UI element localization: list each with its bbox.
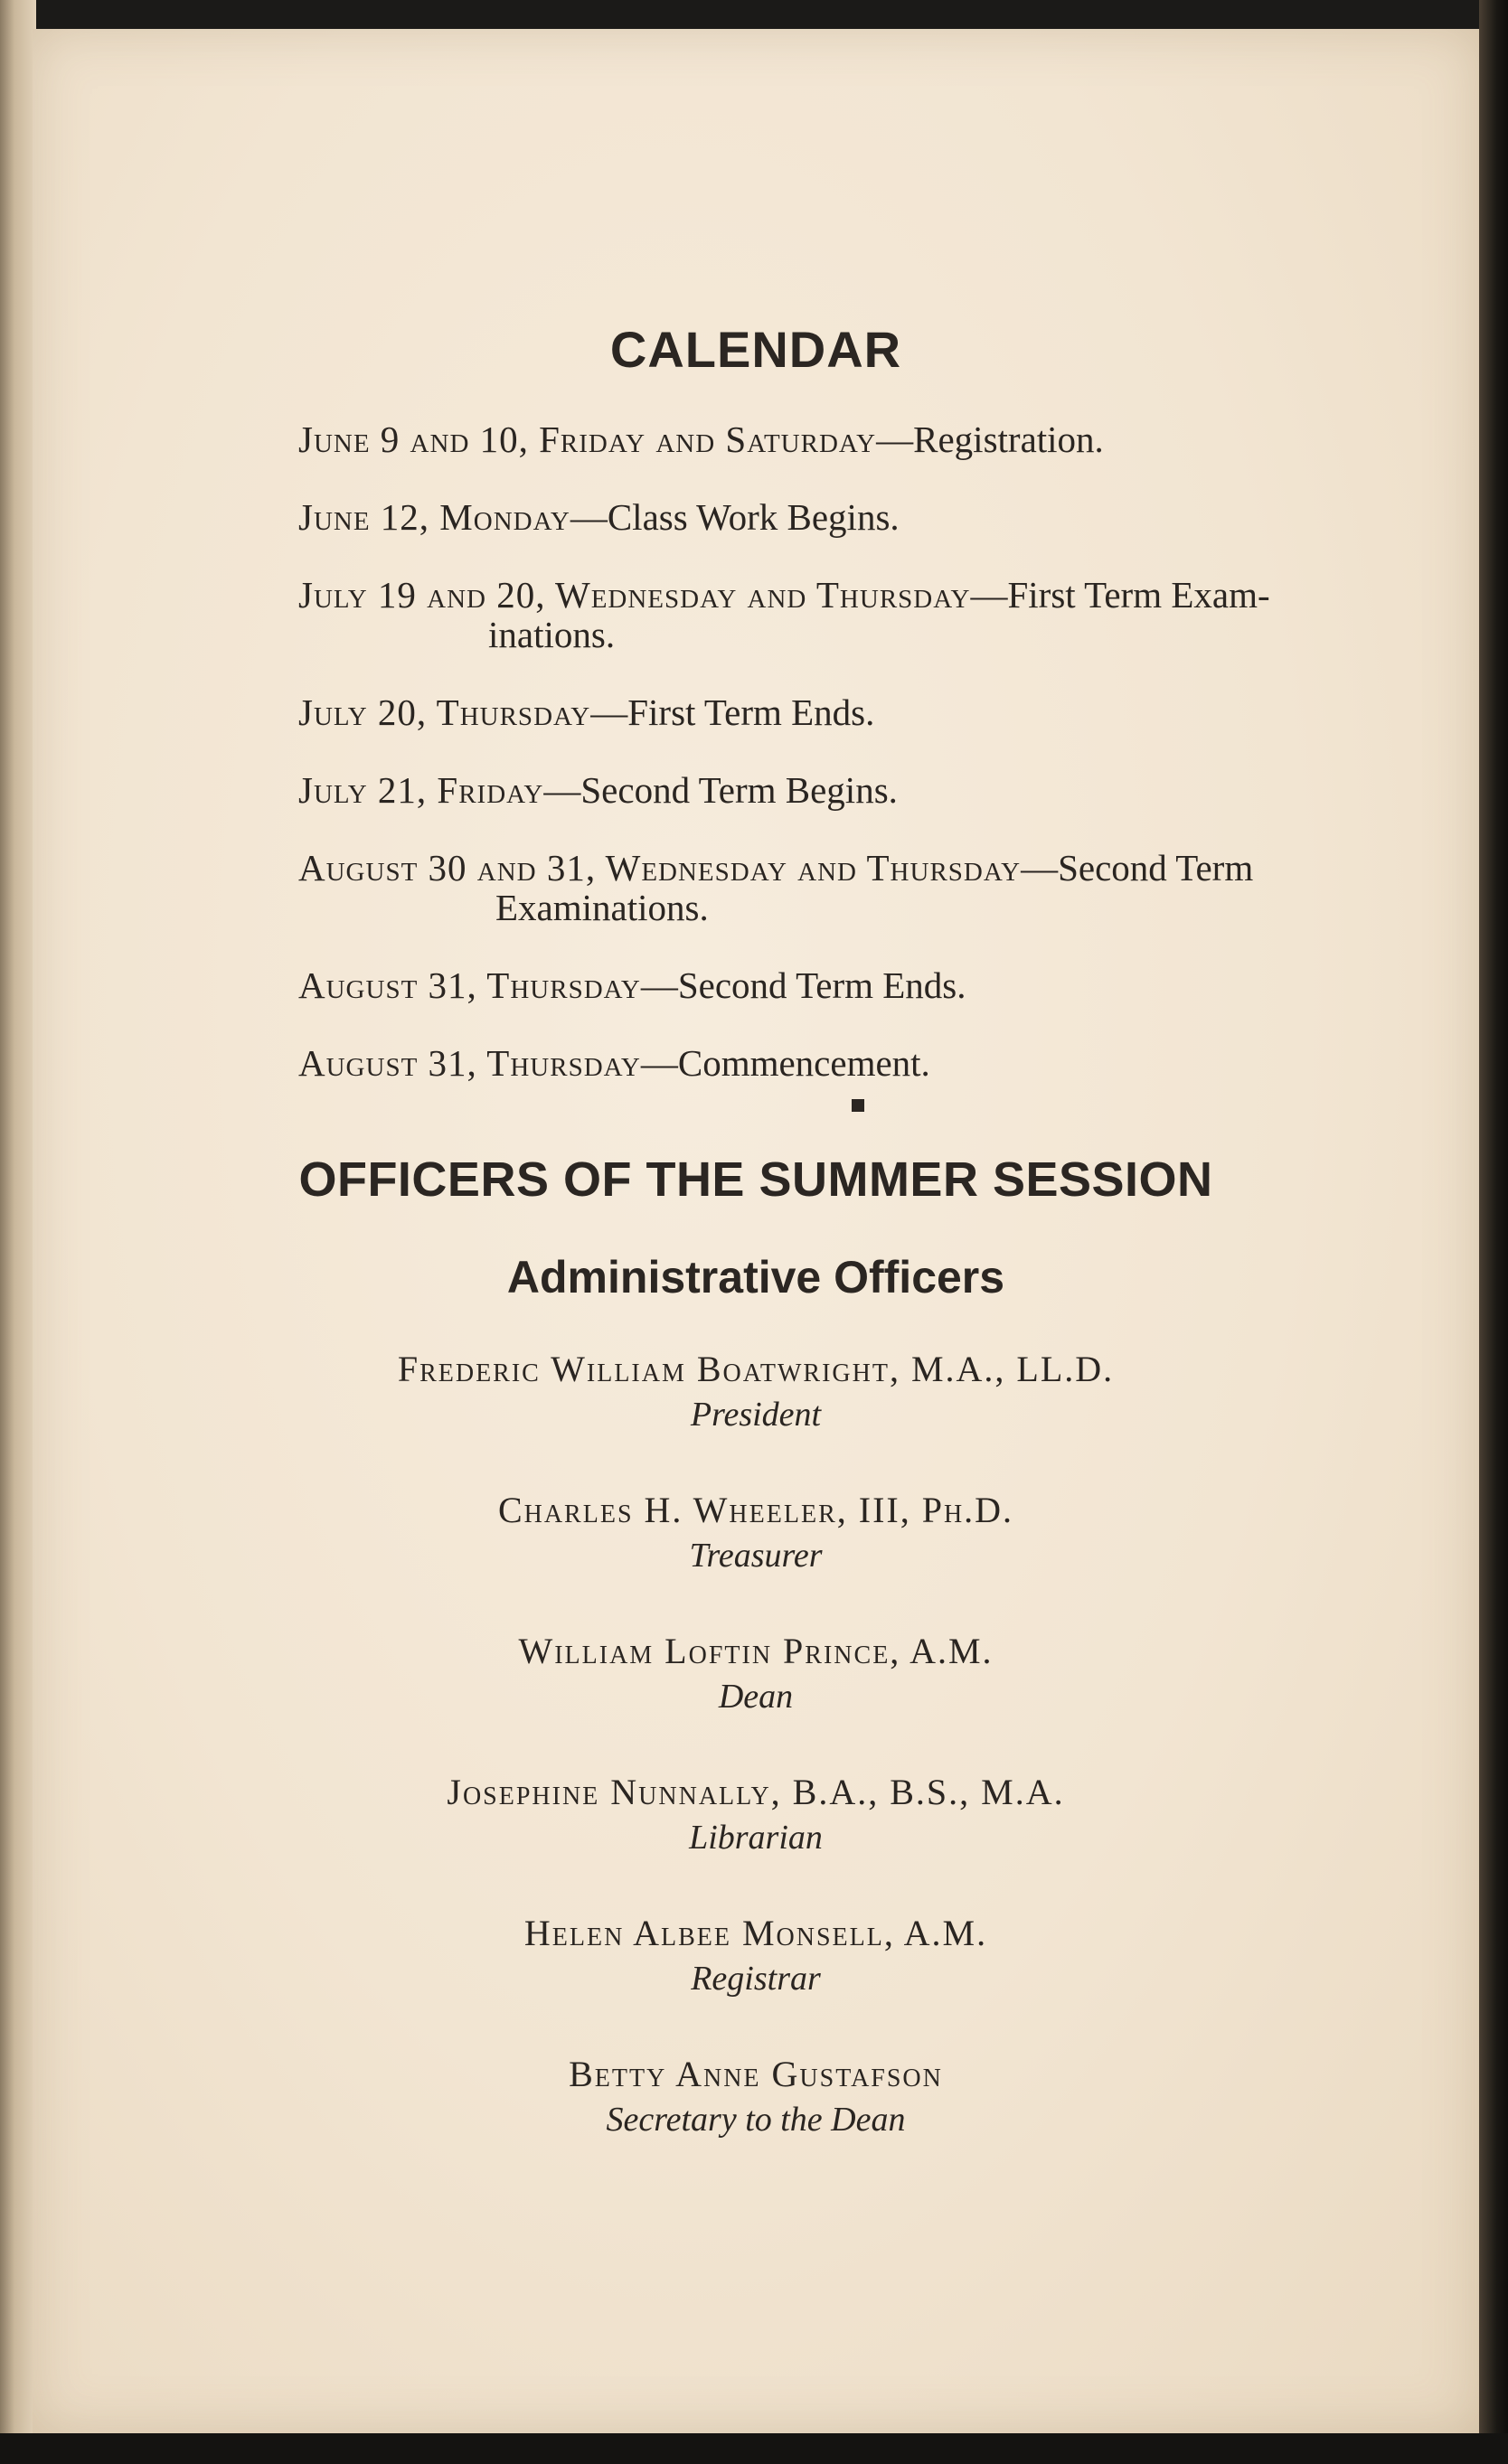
officer-name: Frederic William Boatwright, M.A., LL.D. [397, 1349, 1115, 1389]
officers-subtitle: Administrative Officers [506, 1252, 1005, 1303]
officers-list [33, 1347, 1479, 2193]
officer-name: Josephine Nunnally, B.A., B.S., M.A. [447, 1772, 1065, 1812]
officer-entry [33, 1347, 1479, 1488]
officer-entry [33, 2052, 1479, 2193]
officer-role: President [690, 1396, 822, 1434]
page-content [33, 29, 1479, 2433]
calendar-entry [298, 1043, 1437, 1083]
left-binding-edge [0, 0, 36, 2464]
officer-role: Secretary to the Dean [606, 2101, 906, 2139]
officer-entry [33, 1770, 1479, 1911]
calendar-entry [298, 575, 1437, 654]
officers-title: OFFICERS OF THE SUMMER SESSION [298, 1152, 1213, 1207]
section-divider-square [852, 1099, 864, 1112]
calendar-entry-event: —First Term Ends. [590, 691, 875, 733]
calendar-entry-continuation: Examinations. [495, 887, 709, 928]
officer-entry [33, 1911, 1479, 2052]
officer-entry [33, 1488, 1479, 1629]
officer-entry [33, 1629, 1479, 1770]
calendar-entry-date: June 12, Monday [298, 496, 570, 538]
calendar-list [298, 419, 1437, 1121]
calendar-entry-event: —Second Term [1021, 847, 1254, 889]
officer-name: William Loftin Prince, A.M. [518, 1631, 994, 1671]
calendar-entry [298, 497, 1437, 537]
calendar-entry [298, 965, 1437, 1005]
document-page [33, 29, 1479, 2433]
officer-name: Betty Anne Gustafson [569, 2054, 943, 2094]
calendar-entry-date: June 9 and 10, Friday and Saturday [298, 419, 877, 460]
officer-name: Charles H. Wheeler, III, Ph.D. [497, 1490, 1014, 1530]
calendar-title: CALENDAR [609, 321, 902, 378]
calendar-entry-date: August 31, Thursday [298, 964, 641, 1006]
officer-role: Dean [718, 1678, 794, 1716]
calendar-entry [298, 770, 1437, 810]
calendar-entry-event: —Commencement. [640, 1042, 930, 1084]
calendar-entry-date: July 20, Thursday [298, 691, 591, 733]
officer-role: Registrar [691, 1960, 821, 1998]
calendar-entry-date: August 31, Thursday [298, 1042, 641, 1084]
officer-role: Librarian [689, 1819, 823, 1857]
calendar-entry-date: July 19 and 20, Wednesday and Thursday [298, 574, 971, 616]
calendar-entry-event: —Second Term Begins. [543, 769, 898, 811]
calendar-entry [298, 692, 1437, 732]
officer-name: Helen Albee Monsell, A.M. [523, 1913, 988, 1953]
calendar-entry [298, 848, 1437, 927]
right-binding-edge [1479, 0, 1508, 2464]
calendar-entry [298, 419, 1437, 459]
calendar-entry-continuation: inations. [488, 614, 616, 655]
bottom-scan-edge [0, 2433, 1508, 2464]
officer-role: Treasurer [689, 1537, 823, 1575]
calendar-entry-event: —First Term Exam- [970, 574, 1270, 616]
calendar-entry-date: July 21, Friday [298, 769, 544, 811]
calendar-entry-event: —Class Work Begins. [570, 496, 900, 538]
calendar-entry-date: August 30 and 31, Wednesday and Thursday [298, 847, 1022, 889]
calendar-entry-event: —Second Term Ends. [640, 964, 966, 1006]
calendar-entry-event: —Registration. [876, 419, 1104, 460]
